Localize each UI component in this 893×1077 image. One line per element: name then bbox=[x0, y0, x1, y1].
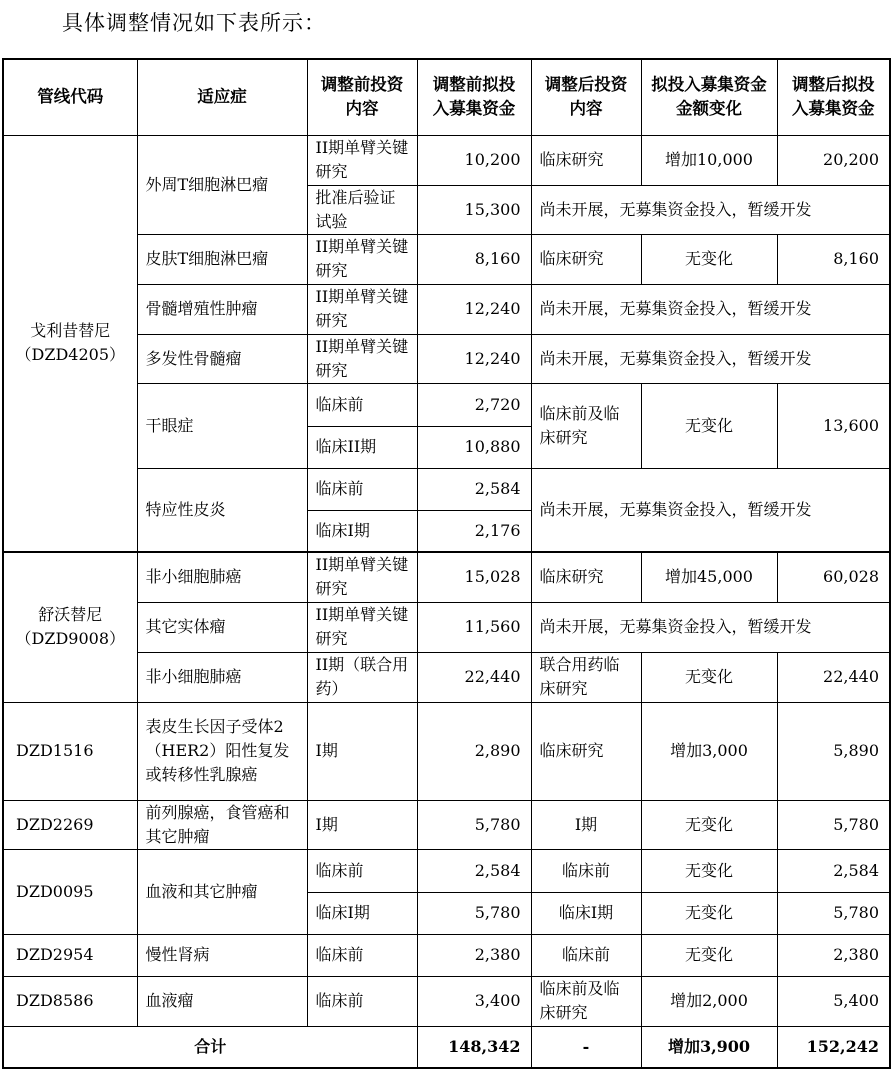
before-content-cell: 临床前 bbox=[307, 383, 417, 426]
pipeline-code-cell: 舒沃替尼 （DZD9008） bbox=[3, 552, 137, 702]
before-amount-cell: 15,028 bbox=[417, 552, 531, 602]
before-content-cell: 临床I期 bbox=[307, 510, 417, 552]
before-amount-cell: 8,160 bbox=[417, 234, 531, 284]
table-row bbox=[3, 976, 890, 1026]
after-amount-cell: 5,400 bbox=[777, 976, 890, 1026]
change-cell: 无变化 bbox=[641, 934, 777, 976]
header-code: 管线代码 bbox=[3, 59, 137, 135]
after-content-cell: 临床I期 bbox=[531, 892, 641, 934]
before-amount-cell: 3,400 bbox=[417, 976, 531, 1026]
before-amount-cell: 2,584 bbox=[417, 849, 531, 892]
intro-text: 具体调整情况如下表所示： bbox=[62, 11, 326, 35]
before-amount-cell: 12,240 bbox=[417, 284, 531, 334]
not-started-note: 尚未开展，无募集资金投入，暂缓开发 bbox=[531, 602, 890, 652]
after-content-cell: 临床研究 bbox=[531, 135, 641, 185]
total-row bbox=[3, 1026, 890, 1068]
table-row bbox=[3, 383, 890, 426]
pipeline-code-cell: DZD0095 bbox=[3, 849, 137, 934]
pipeline-code-cell: DZD1516 bbox=[3, 702, 137, 800]
after-amount-cell: 5,780 bbox=[777, 892, 890, 934]
after-content-cell: 临床研究 bbox=[531, 552, 641, 602]
indication-cell: 血液和其它肿瘤 bbox=[137, 849, 307, 934]
after-amount-cell: 60,028 bbox=[777, 552, 890, 602]
indication-cell: 皮肤T细胞淋巴瘤 bbox=[137, 234, 307, 284]
after-amount-cell: 5,890 bbox=[777, 702, 890, 800]
header-before-content: 调整前投资内容 bbox=[307, 59, 417, 135]
indication-cell: 外周T细胞淋巴瘤 bbox=[137, 135, 307, 234]
header-after-content: 调整后投资内容 bbox=[531, 59, 641, 135]
table-row bbox=[3, 800, 890, 849]
header-after-amount: 调整后拟投入募集资金 bbox=[777, 59, 890, 135]
before-amount-cell: 2,890 bbox=[417, 702, 531, 800]
after-content-cell: 临床前 bbox=[531, 934, 641, 976]
before-amount-cell: 2,176 bbox=[417, 510, 531, 552]
before-content-cell: II期单臂关键研究 bbox=[307, 334, 417, 383]
table-row bbox=[3, 702, 890, 800]
indication-cell: 表皮生长因子受体2（HER2）阳性复发或转移性乳腺癌 bbox=[137, 702, 307, 800]
indication-cell: 前列腺癌，食管癌和其它肿瘤 bbox=[137, 800, 307, 849]
table-row bbox=[3, 234, 890, 284]
not-started-note: 尚未开展，无募集资金投入，暂缓开发 bbox=[531, 334, 890, 383]
after-amount-cell: 2,584 bbox=[777, 849, 890, 892]
before-content-cell: 临床I期 bbox=[307, 892, 417, 934]
pipeline-code-cell: 戈利昔替尼 （DZD4205） bbox=[3, 135, 137, 552]
before-amount-cell: 22,440 bbox=[417, 652, 531, 702]
not-started-note: 尚未开展，无募集资金投入，暂缓开发 bbox=[531, 468, 890, 552]
table-row bbox=[3, 552, 890, 602]
indication-cell: 血液瘤 bbox=[137, 976, 307, 1026]
after-content-cell: 临床研究 bbox=[531, 234, 641, 284]
change-cell: 无变化 bbox=[641, 234, 777, 284]
before-amount-cell: 11,560 bbox=[417, 602, 531, 652]
table-row bbox=[3, 334, 890, 383]
before-amount-cell: 2,380 bbox=[417, 934, 531, 976]
pipeline-code-cell: DZD2269 bbox=[3, 800, 137, 849]
change-cell: 增加3,000 bbox=[641, 702, 777, 800]
pipeline-code-cell: DZD8586 bbox=[3, 976, 137, 1026]
table-row bbox=[3, 135, 890, 185]
indication-cell: 慢性肾病 bbox=[137, 934, 307, 976]
pipeline-code-cell: DZD2954 bbox=[3, 934, 137, 976]
before-content-cell: 批准后验证试验 bbox=[307, 185, 417, 234]
total-before-amount: 148,342 bbox=[417, 1026, 531, 1068]
after-amount-cell: 13,600 bbox=[777, 383, 890, 468]
indication-cell: 非小细胞肺癌 bbox=[137, 552, 307, 602]
total-after-amount: 152,242 bbox=[777, 1026, 890, 1068]
table-row bbox=[3, 602, 890, 652]
change-cell: 增加2,000 bbox=[641, 976, 777, 1026]
before-amount-cell: 10,880 bbox=[417, 426, 531, 468]
after-amount-cell: 20,200 bbox=[777, 135, 890, 185]
before-content-cell: 临床前 bbox=[307, 934, 417, 976]
adjustment-table bbox=[2, 58, 891, 1069]
table-row bbox=[3, 468, 890, 510]
before-content-cell: 临床II期 bbox=[307, 426, 417, 468]
before-content-cell: II期单臂关键研究 bbox=[307, 135, 417, 185]
before-content-cell: 临床前 bbox=[307, 976, 417, 1026]
indication-cell: 非小细胞肺癌 bbox=[137, 652, 307, 702]
total-after-content: - bbox=[531, 1026, 641, 1068]
total-label: 合计 bbox=[3, 1026, 417, 1068]
total-change: 增加3,900 bbox=[641, 1026, 777, 1068]
after-amount-cell: 22,440 bbox=[777, 652, 890, 702]
before-amount-cell: 2,720 bbox=[417, 383, 531, 426]
before-content-cell: II期单臂关键研究 bbox=[307, 602, 417, 652]
header-indication: 适应症 bbox=[137, 59, 307, 135]
before-content-cell: II期（联合用药） bbox=[307, 652, 417, 702]
after-content-cell: 临床前及临床研究 bbox=[531, 976, 641, 1026]
change-cell: 增加10,000 bbox=[641, 135, 777, 185]
header-before-amount: 调整前拟投入募集资金 bbox=[417, 59, 531, 135]
before-content-cell: II期单臂关键研究 bbox=[307, 284, 417, 334]
change-cell: 无变化 bbox=[641, 652, 777, 702]
table-header-row bbox=[3, 59, 890, 135]
before-amount-cell: 5,780 bbox=[417, 892, 531, 934]
after-content-cell: 临床前 bbox=[531, 849, 641, 892]
before-amount-cell: 2,584 bbox=[417, 468, 531, 510]
before-content-cell: I期 bbox=[307, 800, 417, 849]
header-change: 拟投入募集资金金额变化 bbox=[641, 59, 777, 135]
indication-cell: 干眼症 bbox=[137, 383, 307, 468]
before-amount-cell: 5,780 bbox=[417, 800, 531, 849]
not-started-note: 尚未开展，无募集资金投入，暂缓开发 bbox=[531, 284, 890, 334]
before-content-cell: 临床前 bbox=[307, 468, 417, 510]
table-row bbox=[3, 849, 890, 892]
after-content-cell: I期 bbox=[531, 800, 641, 849]
before-content-cell: II期单臂关键研究 bbox=[307, 552, 417, 602]
before-content-cell: II期单臂关键研究 bbox=[307, 234, 417, 284]
not-started-note: 尚未开展，无募集资金投入，暂缓开发 bbox=[531, 185, 890, 234]
before-content-cell: I期 bbox=[307, 702, 417, 800]
after-amount-cell: 5,780 bbox=[777, 800, 890, 849]
after-amount-cell: 8,160 bbox=[777, 234, 890, 284]
indication-cell: 其它实体瘤 bbox=[137, 602, 307, 652]
change-cell: 无变化 bbox=[641, 849, 777, 892]
table-row bbox=[3, 284, 890, 334]
table-row bbox=[3, 934, 890, 976]
indication-cell: 骨髓增殖性肿瘤 bbox=[137, 284, 307, 334]
after-content-cell: 临床研究 bbox=[531, 702, 641, 800]
after-amount-cell: 2,380 bbox=[777, 934, 890, 976]
indication-cell: 特应性皮炎 bbox=[137, 468, 307, 552]
indication-cell: 多发性骨髓瘤 bbox=[137, 334, 307, 383]
after-content-cell: 临床前及临床研究 bbox=[531, 383, 641, 468]
after-content-cell: 联合用药临床研究 bbox=[531, 652, 641, 702]
change-cell: 增加45,000 bbox=[641, 552, 777, 602]
before-amount-cell: 10,200 bbox=[417, 135, 531, 185]
table-row bbox=[3, 652, 890, 702]
before-content-cell: 临床前 bbox=[307, 849, 417, 892]
change-cell: 无变化 bbox=[641, 800, 777, 849]
before-amount-cell: 12,240 bbox=[417, 334, 531, 383]
change-cell: 无变化 bbox=[641, 383, 777, 468]
change-cell: 无变化 bbox=[641, 892, 777, 934]
before-amount-cell: 15,300 bbox=[417, 185, 531, 234]
